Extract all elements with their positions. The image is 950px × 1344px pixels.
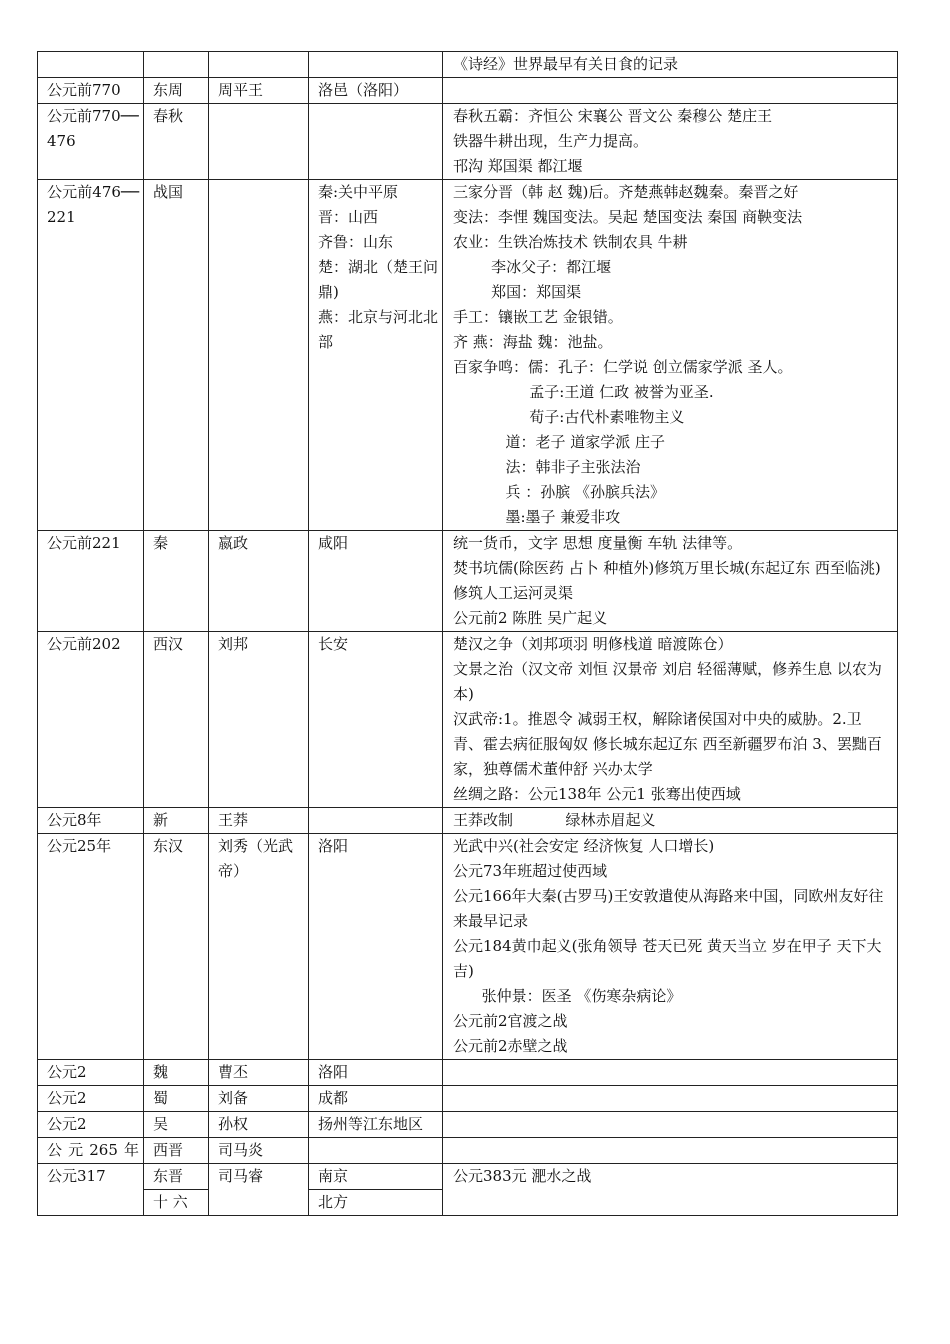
event-line: 王莽改制 绿林赤眉起义 [453,811,656,829]
date-cell: 公元前770──476 [38,104,144,180]
table-row [38,632,898,808]
capital-cell: 南京 [309,1164,443,1190]
event-line: 兵 ：孙膑 《孙膑兵法》 [453,483,665,501]
ruler-cell: 孙权 [209,1112,309,1138]
capital-line: 楚：湖北（楚王问鼎) [318,258,439,301]
event-line: 法：韩非子主张法治 [453,458,641,476]
date-cell: 公元2 [38,1112,144,1138]
events-cell [443,104,898,180]
capital-cell: 洛阳 [309,1060,443,1086]
table-row [38,104,898,180]
table-row [38,78,898,104]
table-body [38,52,898,1216]
event-line: 齐 燕：海盐 魏：池盐。 [453,333,613,351]
capital-cell: 洛邑（洛阳） [309,78,443,104]
date-cell: 公元25年 [38,834,144,1060]
dynasty-cell: 吴 [144,1112,209,1138]
ruler-cell: 王莽 [209,808,309,834]
dynasty-cell [144,52,209,78]
dynasty-cell: 战国 [144,180,209,531]
date-cell: 公元前221 [38,531,144,632]
date-cell: 公元前202 [38,632,144,808]
event-line: 公元73年班超过使西域 [453,862,608,880]
event-line: 手工：镶嵌工艺 金银错。 [453,308,623,326]
dynasty-cell: 春秋 [144,104,209,180]
events-cell [443,834,898,1060]
date-cell [38,52,144,78]
ruler-cell: 刘秀（光武帝） [209,834,309,1060]
event-line: 春秋五霸：齐恒公 宋襄公 晋文公 秦穆公 楚庄王 [453,107,773,125]
event-line: 公元383元 淝水之战 [453,1167,592,1185]
events-cell [443,808,898,834]
ruler-cell [209,52,309,78]
event-line: 张仲景：医圣 《伤寒杂病论》 [453,987,682,1005]
event-line: 铁器牛耕出现，生产力提高。 [453,132,649,150]
ruler-cell: 刘邦 [209,632,309,808]
ruler-cell: 刘备 [209,1086,309,1112]
event-line: 公元184黄巾起义(张角领导 苍天已死 黄天当立 岁在甲子 天下大吉) [453,937,882,980]
table-row [38,1138,898,1164]
ruler-cell: 曹丕 [209,1060,309,1086]
event-line: 公元166年大秦(古罗马)王安敦遣使从海路来中国，同欧州友好往来最早记录 [453,887,884,930]
event-line: 汉武帝:1。推恩令 减弱王权，解除诸侯国对中央的威胁。2.卫青、霍去病征服匈奴 修长城东起辽东 西至新疆罗布泊 3、罢黜百家，独尊儒术董仲舒 兴办太学 [453,710,882,778]
events-cell [443,1138,898,1164]
dynasty-cell: 秦 [144,531,209,632]
table-row [38,1086,898,1112]
event-line: 道：老子 道家学派 庄子 [453,433,665,451]
events-cell [443,1086,898,1112]
ruler-cell [209,180,309,531]
ruler-cell: 司马炎 [209,1138,309,1164]
table-row [38,1112,898,1138]
dynasty-cell: 西汉 [144,632,209,808]
dynasty-cell: 蜀 [144,1086,209,1112]
date-cell: 公元2 [38,1086,144,1112]
ruler-cell: 嬴政 [209,531,309,632]
event-line: 焚书坑儒(除医药 占卜 种植外)修筑万里长城(东起辽东 西至临洮) [453,559,881,577]
capital-cell: 长安 [309,632,443,808]
events-cell [443,1060,898,1086]
capital-line: 燕：北京与河北北部 [318,308,439,351]
event-line: 公元前2赤壁之战 [453,1037,568,1055]
table-row [38,808,898,834]
events-cell [443,1164,898,1216]
events-cell [443,1112,898,1138]
event-line: 变法：李悝 魏国变法。吴起 楚国变法 秦国 商鞅变法 [453,208,803,226]
dynasty-cell: 东晋 [144,1164,209,1190]
table-row [38,180,898,531]
ruler-cell: 周平王 [209,78,309,104]
capital-cell-extra: 北方 [309,1190,443,1216]
date-cell: 公元317 [38,1164,144,1216]
history-timeline-table [37,51,898,1216]
events-cell [443,52,898,78]
event-line: 公元前2官渡之战 [453,1012,568,1030]
event-line: 孟子:王道 仁政 被誉为亚圣. [453,383,714,401]
event-line: 李冰父子：都江堰 [453,258,612,276]
dynasty-cell: 东汉 [144,834,209,1060]
capital-cell: 扬州等江东地区 [309,1112,443,1138]
capital-line: 齐鲁：山东 [318,233,394,251]
history-table-page [37,51,897,1216]
table-row [38,1164,898,1190]
event-line: 三家分晋（韩 赵 魏)后。齐楚燕韩赵魏秦。秦晋之好 [453,183,799,201]
dynasty-cell: 魏 [144,1060,209,1086]
event-line: 郑国：郑国渠 [453,283,582,301]
dynasty-cell: 东周 [144,78,209,104]
table-row [38,52,898,78]
date-cell: 公元前476──221 [38,180,144,531]
event-line: 公元前2 陈胜 吴广起义 [453,609,608,627]
event-line: 邗沟 郑国渠 都江堰 [453,157,583,175]
table-row [38,1060,898,1086]
capital-cell: 洛阳 [309,834,443,1060]
capital-line: 秦:关中平原 [318,183,399,201]
capital-cell [309,808,443,834]
capital-line: 晋：山西 [318,208,379,226]
event-line: 丝绸之路：公元138年 公元1 张骞出使西域 [453,785,741,803]
event-line: 农业：生铁冶炼技术 铁制农具 牛耕 [453,233,688,251]
events-cell [443,180,898,531]
event-line: 《诗经》世界最早有关日食的记录 [453,55,679,73]
event-line: 光武中兴(社会安定 经济恢复 人口增长) [453,837,715,855]
capital-cell: 成都 [309,1086,443,1112]
event-line: 楚汉之争（刘邦项羽 明修栈道 暗渡陈仓） [453,635,733,653]
events-cell [443,78,898,104]
capital-cell: 咸阳 [309,531,443,632]
event-line: 百家争鸣：儒：孔子：仁学说 创立儒家学派 圣人。 [453,358,793,376]
date-cell: 公元前770 [38,78,144,104]
event-line: 修筑人工运河灵渠 [453,584,574,602]
event-line: 墨:墨子 兼爱非攻 [453,508,621,526]
event-line: 荀子:古代朴素唯物主义 [453,408,685,426]
event-line: 统一货币，文字 思想 度量衡 车轨 法律等。 [453,534,743,552]
dynasty-cell: 新 [144,808,209,834]
ruler-cell [209,104,309,180]
capital-cell [309,52,443,78]
events-cell [443,632,898,808]
date-cell: 公元8年 [38,808,144,834]
event-line: 文景之治（汉文帝 刘恒 汉景帝 刘启 轻徭薄赋，修养生息 以农为本) [453,660,882,703]
events-cell [443,531,898,632]
capital-cell [309,1138,443,1164]
ruler-cell: 司马睿 [209,1164,309,1216]
table-row [38,834,898,1060]
capital-cell [309,180,443,531]
table-row [38,531,898,632]
date-cell: 公元265年 [38,1138,144,1164]
dynasty-cell: 西晋 [144,1138,209,1164]
date-cell: 公元2 [38,1060,144,1086]
capital-cell [309,104,443,180]
dynasty-cell-extra: 十 六 [144,1190,209,1216]
